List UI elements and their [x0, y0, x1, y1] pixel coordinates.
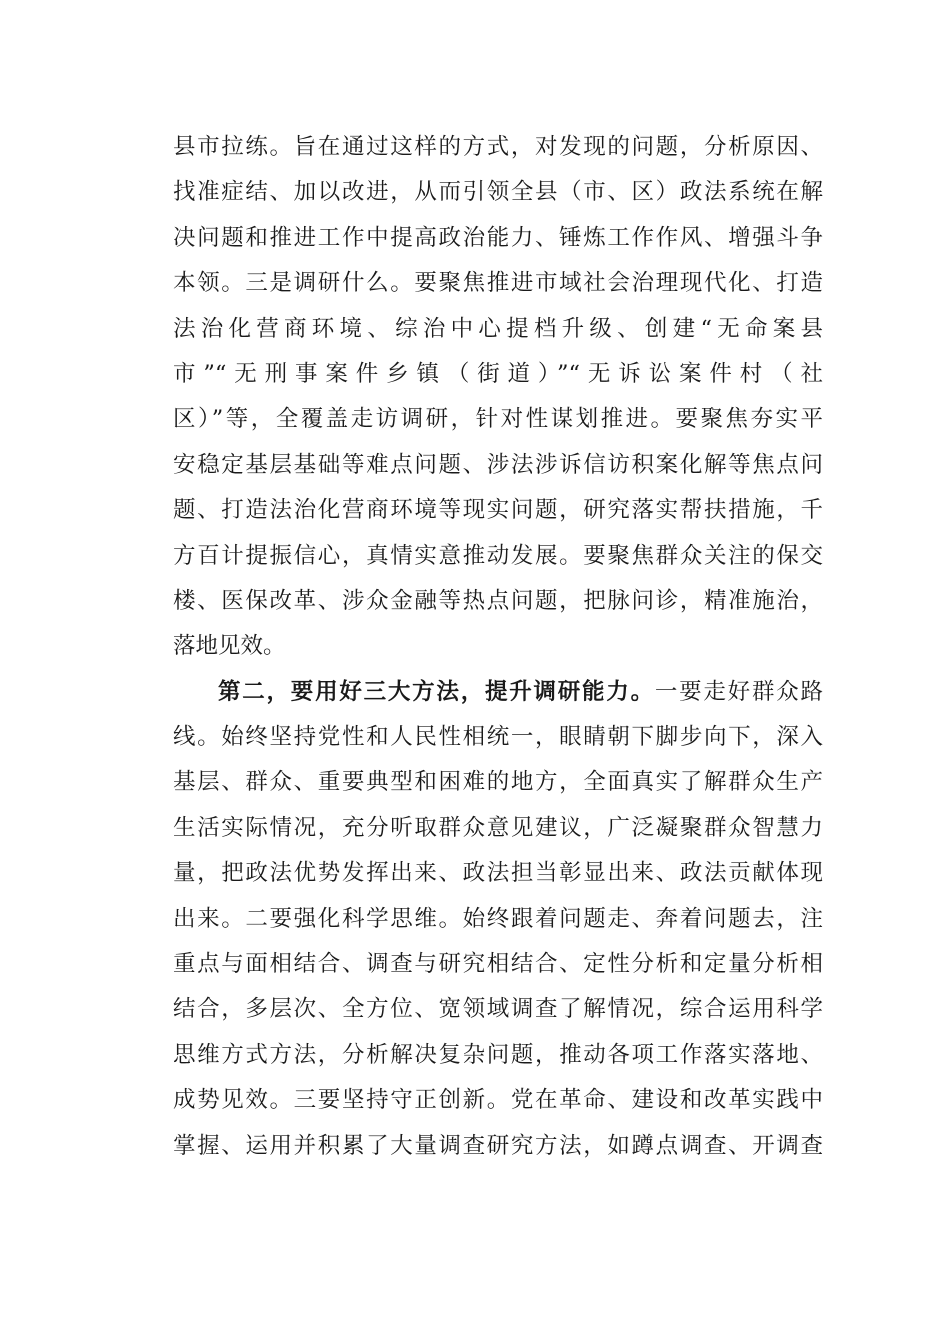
text-line: 决问题和推进工作中提高政治能力、锤炼工作作风、增强斗争 — [173, 224, 823, 251]
text-line: 量，把政法优势发挥出来、政法担当彰显出来、政法贡献体现 — [173, 860, 823, 887]
paragraph-2-first-line — [173, 670, 823, 715]
text-line: 市”“无刑事案件乡镇（街道）”“无诉讼案件村（社 — [173, 360, 823, 387]
document-body — [173, 125, 823, 1169]
text-line: 基层、群众、重要典型和困难的地方，全面真实了解群众生产 — [173, 769, 823, 796]
text-line: 本领。三是调研什么。要聚焦推进市域社会治理现代化、打造 — [173, 270, 823, 297]
text-line: 生活实际情况，充分听取群众意见建议，广泛凝聚群众智慧力 — [173, 814, 823, 841]
paragraph-2-lead: 第二，要用好三大方法，提升调研能力。 — [218, 678, 655, 705]
text-line: 落地见效。 — [173, 633, 286, 660]
text-line: 结合，多层次、全方位、宽领域调查了解情况，综合运用科学 — [173, 996, 823, 1023]
text-line: 掌握、运用并积累了大量调查研究方法，如蹲点调查、开调查 — [173, 1132, 823, 1159]
text-line: 题、打造法治化营商环境等现实问题，研究落实帮扶措施，千 — [173, 497, 823, 524]
text-line: 法治化营商环境、综治中心提档升级、创建“无命案县 — [173, 315, 823, 342]
text-line: 成势见效。三要坚持守正创新。党在革命、建设和改革实践中 — [173, 1087, 823, 1114]
text-line: 安稳定基层基础等难点问题、涉法涉诉信访积案化解等焦点问 — [173, 451, 823, 478]
paragraph-2-first-rest: 一要走好群众路 — [654, 678, 823, 705]
paragraph-1 — [173, 125, 823, 670]
text-line: 区）”等，全覆盖走访调研，针对性谋划推进。要聚焦夯实平 — [173, 406, 823, 433]
text-line: 重点与面相结合、调查与研究相结合、定性分析和定量分析相 — [173, 951, 823, 978]
text-line: 县市拉练。旨在通过这样的方式，对发现的问题，分析原因、 — [173, 134, 823, 160]
paragraph-2 — [173, 670, 823, 1169]
text-line: 找准症结、加以改进，从而引领全县（市、区）政法系统在解 — [173, 179, 823, 206]
text-line: 出来。二要强化科学思维。始终跟着问题走、奔着问题去，注 — [173, 905, 823, 932]
text-line: 楼、医保改革、涉众金融等热点问题，把脉问诊，精准施治， — [173, 587, 823, 614]
text-line: 思维方式方法，分析解决复杂问题，推动各项工作落实落地、 — [173, 1041, 823, 1068]
text-line: 线。始终坚持党性和人民性相统一，眼睛朝下脚步向下，深入 — [173, 724, 823, 751]
text-line: 方百计提振信心，真情实意推动发展。要聚焦群众关注的保交 — [173, 542, 823, 569]
